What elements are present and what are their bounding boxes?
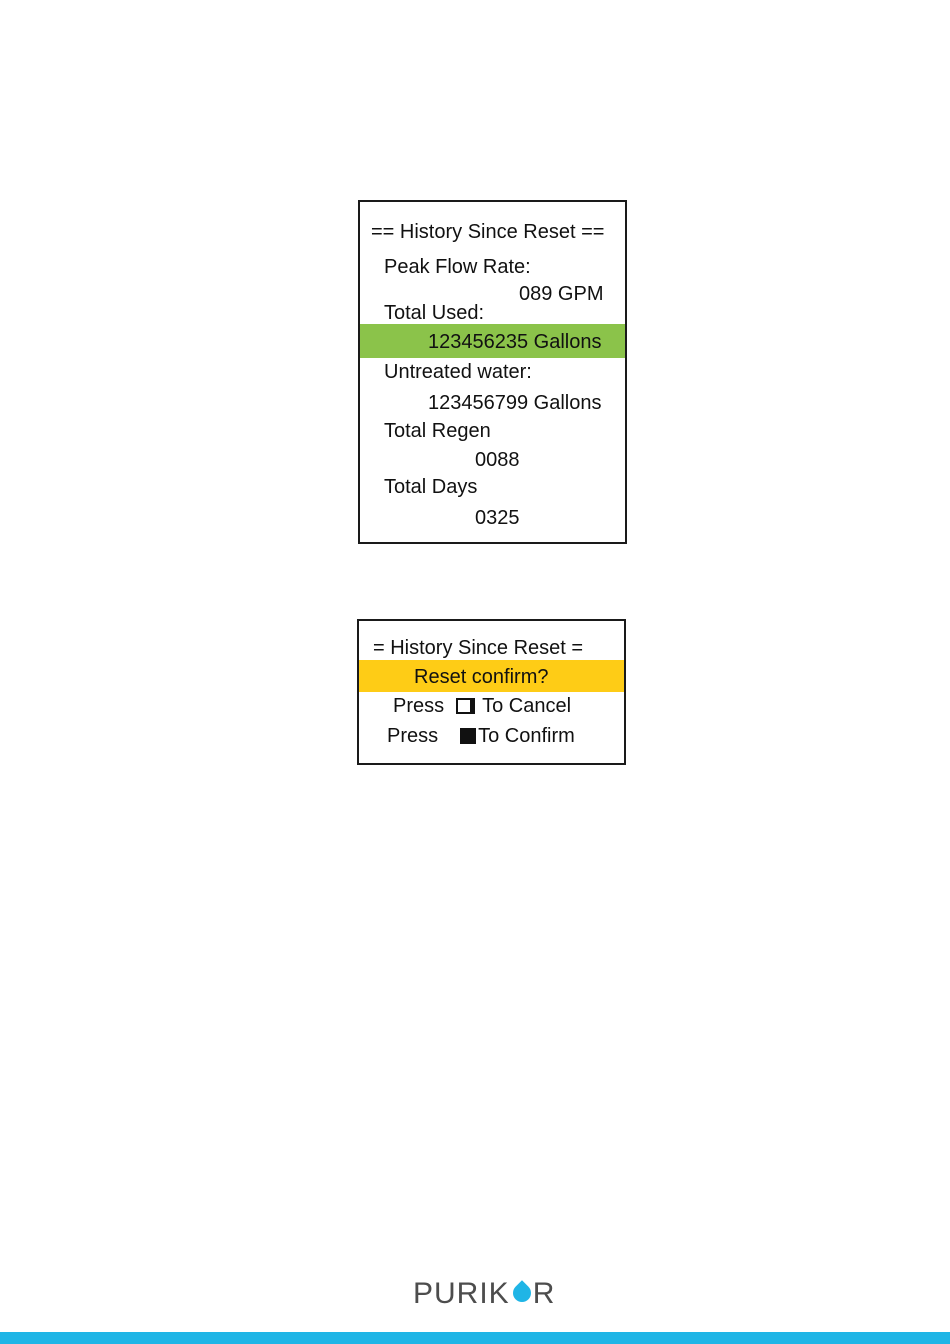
water-drop-icon [509,1280,534,1305]
history-panel [358,200,627,544]
peak-flow-value: 089 GPM [519,283,604,305]
reset-title: = History Since Reset = [373,637,584,659]
total-days-value: 0325 [475,507,520,529]
total-regen-value: 0088 [475,449,520,471]
confirm-instruction [387,726,575,746]
filled-square-icon [460,728,476,744]
untreated-water-value: 123456799 Gallons [428,392,602,414]
cancel-instruction [393,696,571,716]
untreated-water-label: Untreated water: [384,361,532,383]
total-regen-label: Total Regen [384,420,491,442]
cancel-action-text: To Cancel [482,695,572,717]
confirm-press-text: Press [387,725,439,747]
peak-flow-label: Peak Flow Rate: [384,256,531,278]
outline-square-icon [456,698,472,714]
history-title: == History Since Reset == [371,221,605,243]
reset-confirm-panel [357,619,626,765]
logo-text-right: R [532,1277,556,1310]
total-used-value: 123456235 Gallons [428,331,602,353]
cancel-press-text: Press [393,695,445,717]
footer-bar [0,1332,950,1344]
purikor-logo [413,1277,555,1311]
logo-text-left: PURIK [413,1277,510,1310]
reset-confirm-prompt: Reset confirm? [414,666,549,688]
confirm-action-text: To Confirm [478,725,575,747]
total-days-label: Total Days [384,476,478,498]
total-used-label: Total Used: [384,302,485,324]
